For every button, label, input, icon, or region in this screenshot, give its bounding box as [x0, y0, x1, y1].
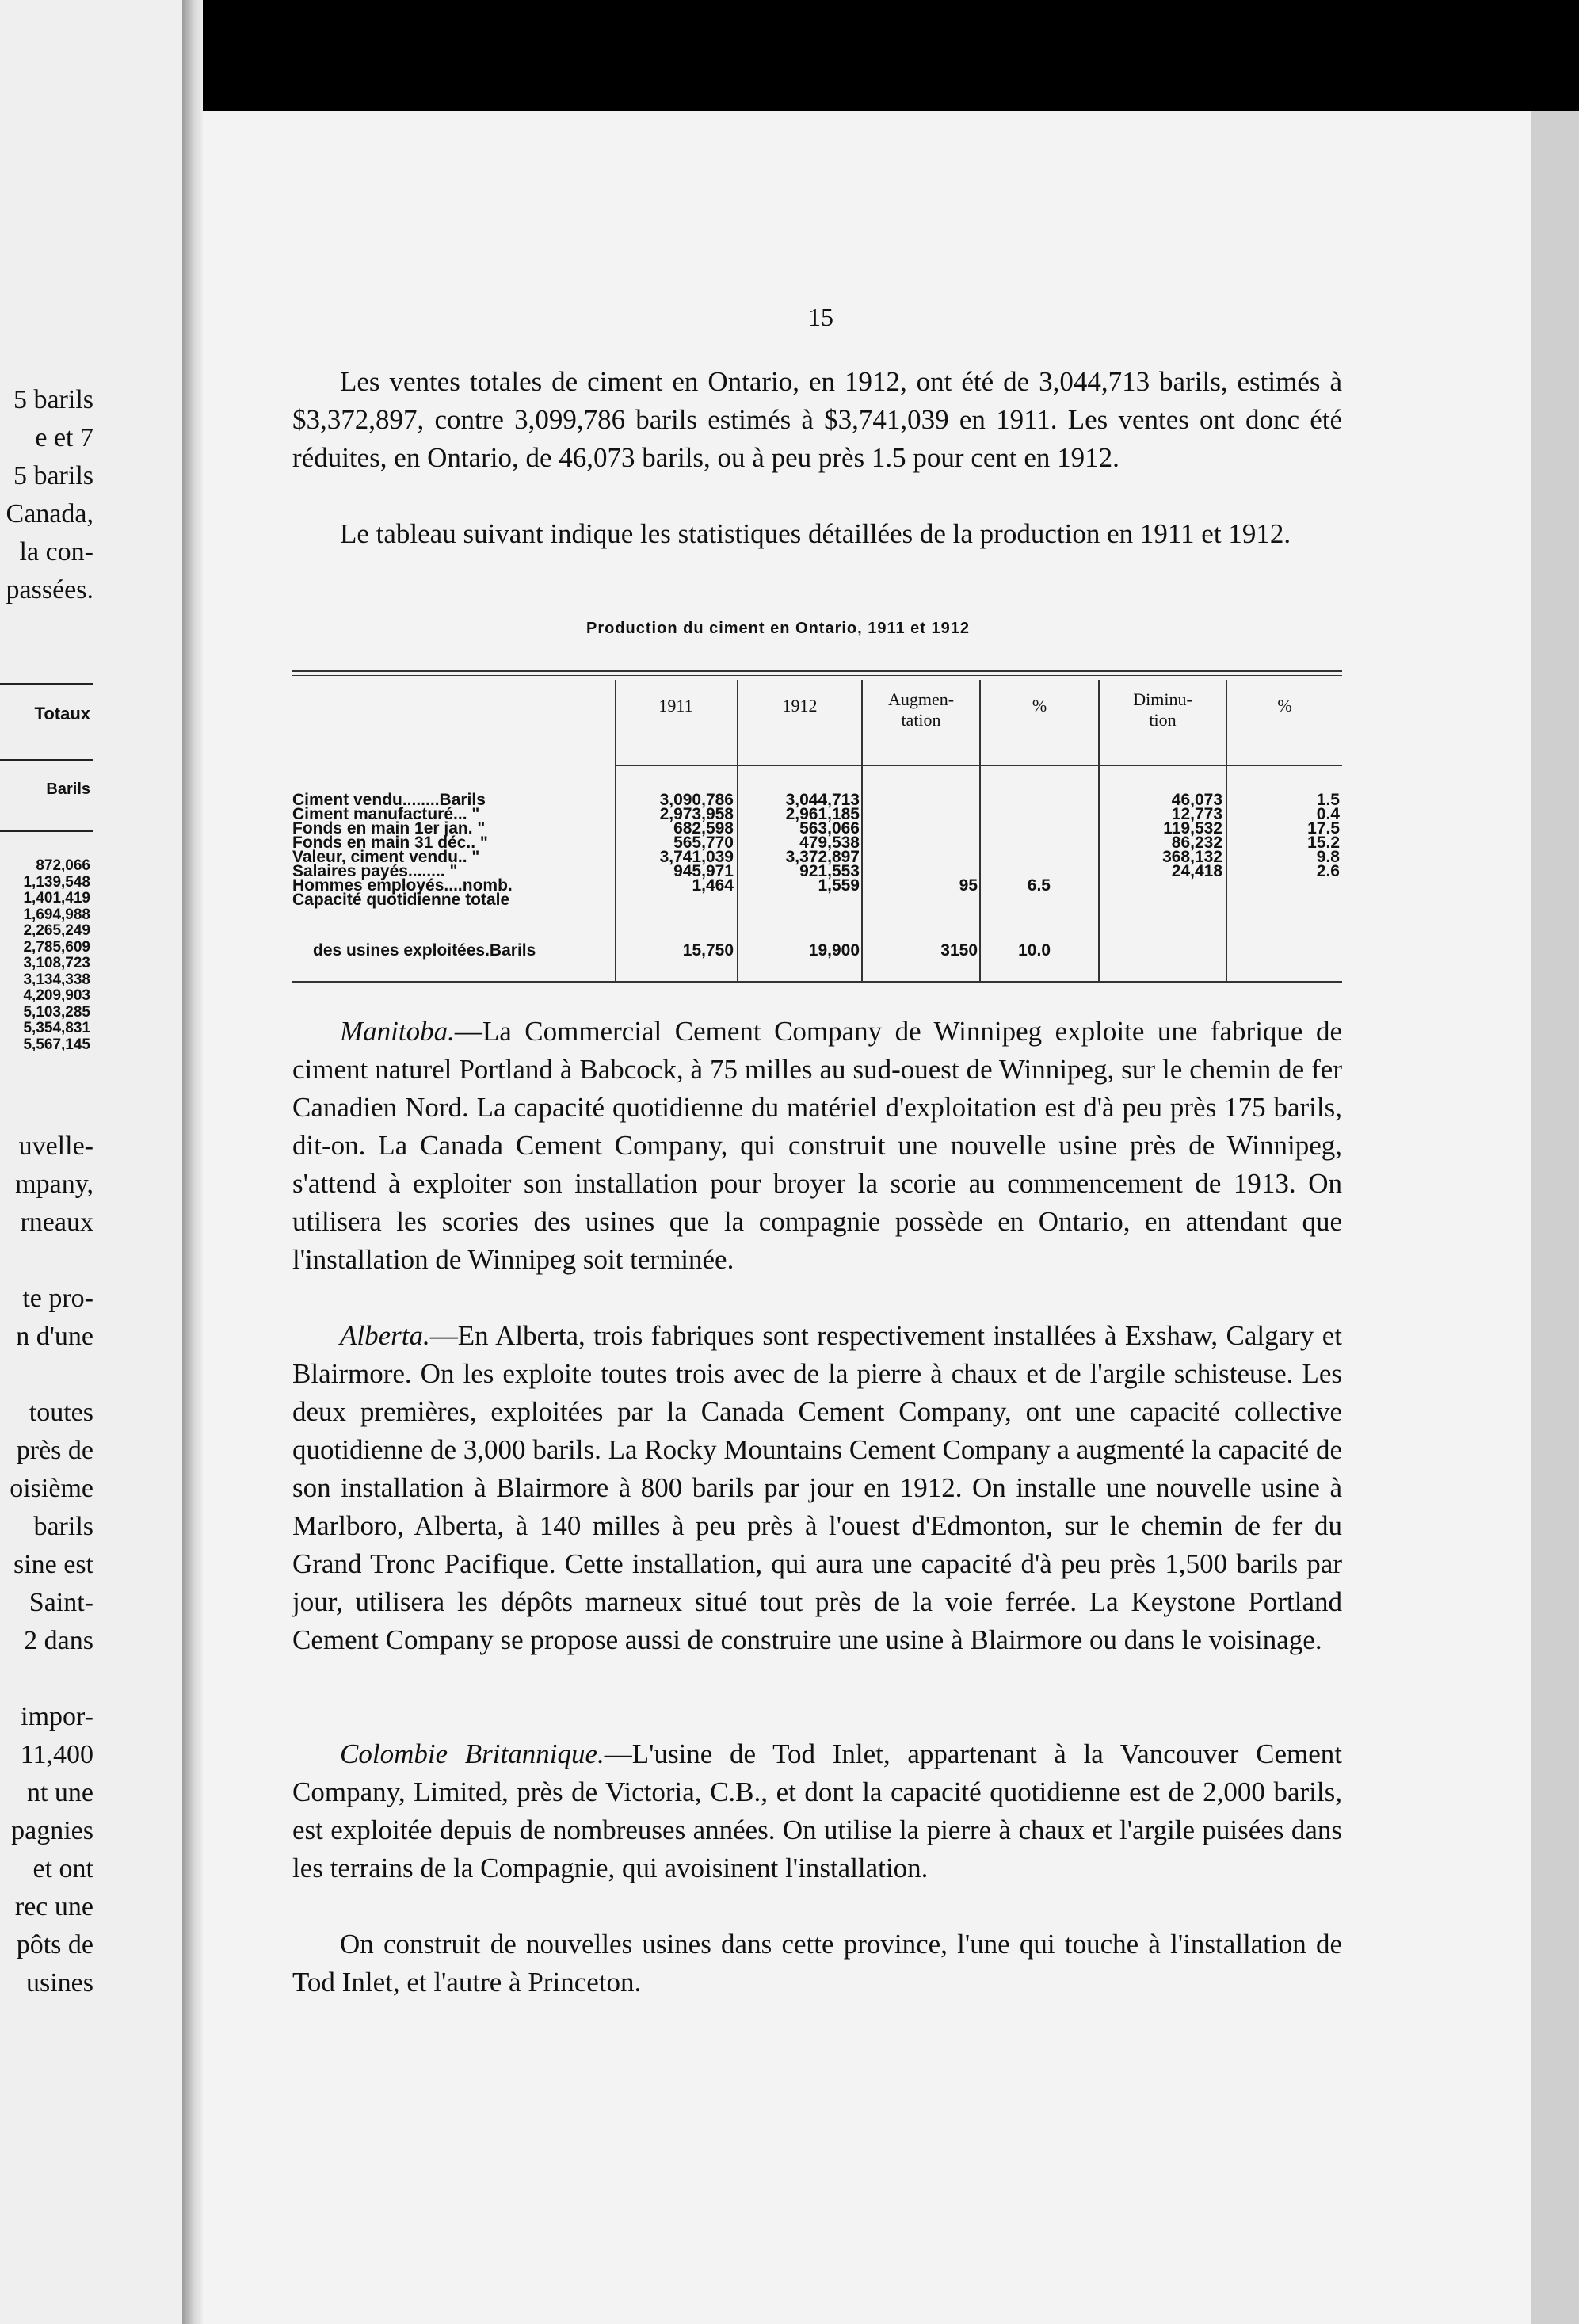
left-page-fragment — [0, 0, 182, 2324]
left-text-line: n d'une — [16, 1322, 93, 1351]
table-cell-dim: 46,073 — [1171, 791, 1222, 809]
table-top-rule-2 — [292, 675, 1342, 676]
alberta-paragraph — [292, 1317, 1342, 1659]
table-row-label: des usines exploitées.Barils — [313, 941, 536, 960]
table-cell-dim: 368,132 — [1162, 848, 1222, 866]
final-paragraph — [292, 1925, 1342, 2002]
col-header-1911: 1911 — [658, 696, 693, 716]
table-row-label: Ciment manufacturé... " — [292, 805, 480, 823]
left-text-line: 2 dans — [24, 1626, 93, 1655]
table-cell-c1912: 921,553 — [799, 862, 860, 880]
table-row-label: Ciment vendu........Barils — [292, 791, 486, 809]
left-number: 5,103,285 — [23, 1003, 90, 1021]
left-number: 5,567,145 — [23, 1036, 90, 1053]
table-cell-c1911: 1,464 — [692, 876, 734, 895]
table-cell-c1911: 2,973,958 — [659, 805, 734, 823]
left-text-line: oisième — [10, 1474, 93, 1503]
table-cell-c1911: 945,971 — [673, 862, 734, 880]
page-number: 15 — [808, 303, 833, 331]
col-header-diminution: Diminu- tion — [1133, 689, 1192, 730]
left-text-line: passées. — [6, 575, 93, 605]
table-cell-c1912: 1,559 — [818, 876, 860, 895]
left-number: 5,354,831 — [23, 1020, 90, 1036]
left-number: 1,139,548 — [23, 873, 90, 891]
table-cell-c1912: 563,066 — [799, 819, 860, 838]
left-number: 872,066 — [36, 857, 90, 874]
left-text-line: uvelle- — [18, 1131, 93, 1161]
table-cell-c1911: 15,750 — [682, 941, 734, 960]
table-top-rule — [292, 670, 1342, 672]
table-cell-c1911: 3,741,039 — [659, 848, 734, 866]
colombie-text: —L'usine de Tod Inlet, appartenant à la Vancouver Cement Company, Limited, près de Victoria, C.B., et dont la capacité quotidienne est de 2,000 barils, est exploitée depuis de nombreuses années. On utilise la pierre à chaux et l'argile puisées dans les terrains de la Compagnie, qui avoisinent l'installation. — [292, 1738, 1343, 1883]
manitoba-paragraph — [292, 1013, 1342, 1279]
left-number: 1,694,988 — [23, 906, 90, 923]
left-table-rule — [0, 830, 93, 832]
table-row-label: Fonds en main 31 déc.. " — [292, 834, 488, 852]
intro-text-2: Le tableau suivant indique les statistiques détaillées de la production en 1911 et 1912. — [340, 518, 1291, 549]
left-text-line: et ont — [32, 1854, 93, 1883]
table-col-rule — [979, 680, 981, 981]
table-cell-c1911: 3,090,786 — [659, 791, 734, 809]
left-text-line: toutes — [29, 1398, 93, 1427]
final-text: On construit de nouvelles usines dans cette province, l'une qui touche à l'installation de Tod Inlet, et l'autre à Princeton. — [292, 1929, 1342, 1998]
left-text-line: impor- — [21, 1702, 93, 1731]
table-cell-c1912: 3,372,897 — [785, 848, 860, 866]
table-cell-pct_aug: 6.5 — [1027, 876, 1051, 895]
left-text-line: pôts de — [16, 1930, 93, 1960]
table-cell-aug: 3150 — [940, 941, 978, 960]
table-cell-c1912: 19,900 — [808, 941, 860, 960]
alberta-heading: Alberta. — [340, 1320, 430, 1351]
col-header-pct: % — [1032, 696, 1047, 716]
left-text-line: rneaux — [20, 1208, 93, 1237]
manitoba-heading: Manitoba. — [340, 1016, 455, 1047]
left-table-head: Totaux — [34, 704, 90, 723]
table-cell-c1912: 3,044,713 — [785, 791, 860, 809]
table-cell-dim: 24,418 — [1171, 862, 1222, 880]
left-text-line: e et 7 — [35, 423, 93, 452]
left-text-line: sine est — [13, 1550, 93, 1579]
left-text-line: pagnies — [11, 1816, 93, 1845]
left-text-line: la con- — [19, 537, 93, 567]
table-cell-pct_dim: 9.8 — [1316, 848, 1340, 866]
table-cell-pct_aug: 10.0 — [1018, 941, 1051, 960]
left-number: 1,401,419 — [23, 890, 90, 906]
left-number: 4,209,903 — [23, 987, 90, 1004]
table-cell-pct_dim: 1.5 — [1316, 791, 1340, 809]
page-gutter — [182, 0, 203, 2324]
left-text-line: usines — [26, 1968, 93, 1998]
left-text-line: Saint- — [29, 1588, 93, 1617]
table-row-label: Salaires payés........ " — [292, 862, 458, 880]
table-header-rule — [615, 765, 1342, 766]
col-header-pct-2: % — [1277, 696, 1292, 716]
table-cell-pct_dim: 17.5 — [1307, 819, 1340, 838]
intro-paragraph-2 — [292, 515, 1342, 553]
colombie-paragraph — [292, 1735, 1342, 1887]
table-bottom-rule — [292, 981, 1342, 983]
table-cell-aug: 95 — [959, 876, 978, 895]
col-header-augmentation: Augmen- tation — [887, 689, 955, 730]
table-cell-c1912: 479,538 — [799, 834, 860, 852]
left-text-line: nt une — [26, 1778, 93, 1807]
left-number: 2,265,249 — [23, 922, 90, 939]
left-text-line: mpany, — [15, 1170, 93, 1199]
left-text-line: Canada, — [6, 499, 93, 529]
table-cell-pct_dim: 0.4 — [1316, 805, 1340, 823]
table-row-label: Valeur, ciment vendu.. " — [292, 848, 480, 866]
left-number: 2,785,609 — [23, 938, 90, 956]
intro-paragraph — [292, 363, 1342, 477]
table-cell-c1912: 2,961,185 — [785, 805, 860, 823]
left-text-line: rec une — [14, 1892, 93, 1921]
left-table-unit: Barils — [46, 780, 90, 798]
left-text-line: près de — [16, 1436, 93, 1465]
table-row-label: Fonds en main 1er jan. " — [292, 819, 486, 838]
page-edge — [1531, 111, 1579, 2324]
left-table-rule — [0, 683, 93, 685]
left-text-line: 11,400 — [20, 1740, 93, 1769]
table-cell-dim: 86,232 — [1171, 834, 1222, 852]
intro-text: Les ventes totales de ciment en Ontario, en 1912, ont été de 3,044,713 barils, estimés à $3,372,897, contre 3,099,786 barils estimés à $3,741,039 en 1911. Les ventes ont donc été réduites, en Ontario, de 46,073 barils, ou à peu près 1.5 pour cent en 1912. — [292, 366, 1342, 473]
table-row-label: Capacité quotidienne totale — [292, 891, 510, 909]
table-cell-c1911: 565,770 — [673, 834, 734, 852]
table-cell-c1911: 682,598 — [673, 819, 734, 838]
table-row-label: Hommes employés....nomb. — [292, 876, 513, 895]
table-cell-pct_dim: 15.2 — [1307, 834, 1340, 852]
manitoba-text: —La Commercial Cement Company de Winnipeg exploite une fabrique de ciment naturel Portland à Babcock, à 75 milles au sud-ouest de Winnipeg, sur le chemin de fer Canadien Nord. La capacité quotidienne du matériel d'exploitation est d'à peu près 175 barils, dit-on. La Canada Cement Company, qui construit une nouvelle usine près de Winnipeg, s'attend à exploiter son installation pour broyer la scorie au commencement de 1913. On utilisera les scories des usines que la compagnie possède en Ontario, en attendant que l'installation de Winnipeg soit terminée. — [292, 1016, 1342, 1275]
table-cell-pct_dim: 2.6 — [1316, 862, 1340, 880]
left-text-line: 5 barils — [13, 461, 93, 490]
table-title: Production du ciment en Ontario, 1911 et 1912 — [586, 620, 971, 637]
alberta-text: —En Alberta, trois fabriques sont respectivement installées à Exshaw, Calgary et Blairmore. On les exploite toutes trois avec de la pierre à chaux et de l'argile schisteuse. Les deux premières, exploitées par la Canada Cement Company, ont une capacité collective quotidienne de 3,000 barils. La Rocky Mountains Cement Company a augmenté la capacité de son installation à Blairmore à 800 barils par jour en 1912. On installe une nouvelle usine à Marlboro, Alberta, à 140 milles à peu près à l'ouest d'Edmonton, sur le chemin de fer du Grand Tronc Pacifique. Cette installation, qui aura une capacité d'à peu près 1,500 barils par jour, utilisera les dépôts marneux situé tout près de la voie ferrée. La Keystone Portland Cement Company se propose aussi de construire une usine à Blairmore ou dans le voisinage. — [292, 1320, 1342, 1655]
left-number: 3,134,338 — [23, 971, 90, 988]
left-text-line: barils — [33, 1512, 93, 1541]
col-header-1912: 1912 — [782, 696, 818, 716]
colombie-heading: Colombie Britannique. — [340, 1738, 605, 1769]
left-text-line: te pro- — [22, 1284, 93, 1313]
left-table-rule — [0, 759, 93, 761]
table-cell-dim: 119,532 — [1163, 819, 1222, 838]
table-cell-dim: 12,773 — [1171, 805, 1222, 823]
left-number: 3,108,723 — [23, 955, 90, 971]
left-text-line: 5 barils — [13, 385, 93, 414]
